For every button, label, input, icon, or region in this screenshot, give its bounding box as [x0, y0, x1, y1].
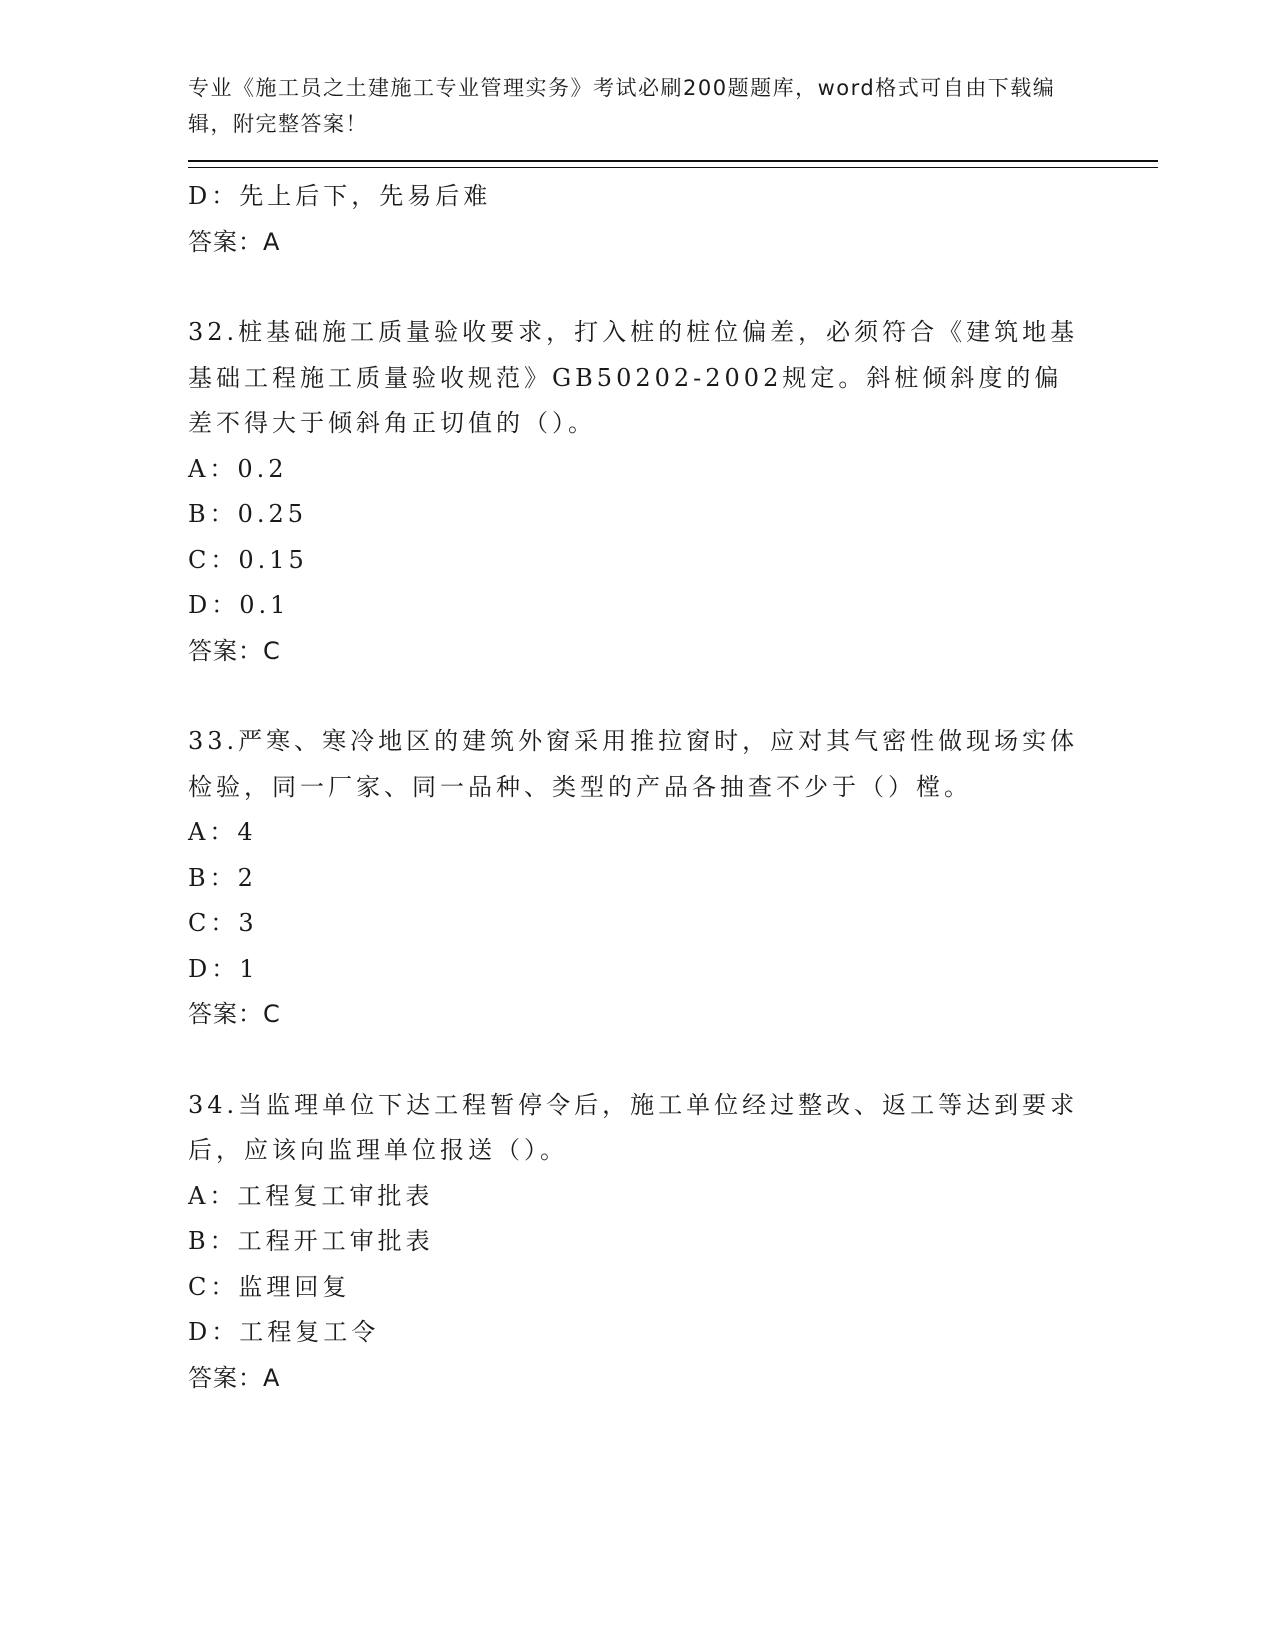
- question-stem: 32.桩基础施工质量验收要求，打入桩的桩位偏差，必须符合《建筑地基基础工程施工质量验收规范》GB50202-2002规定。斜桩倾斜度的偏差不得大于倾斜角正切值的（）。: [188, 318, 1079, 437]
- question-stem: 33.严寒、寒冷地区的建筑外窗采用推拉窗时，应对其气密性做现场实体检验，同一厂家、同一品种、类型的产品各抽查不少于（）樘。: [188, 727, 1079, 801]
- option-c: C：3: [188, 909, 258, 937]
- option-b: B：工程开工审批表: [188, 1227, 434, 1255]
- option-b: B：2: [188, 863, 257, 892]
- option-a: A：工程复工审批表: [188, 1181, 434, 1210]
- spacer: [188, 1038, 1158, 1083]
- header-divider: [188, 160, 1158, 168]
- option-c: C：0.15: [188, 545, 308, 574]
- document-page: [188, 70, 1158, 1401]
- option-b: B：0.25: [188, 500, 308, 528]
- option-d: D：0.1: [188, 591, 290, 619]
- question-stem: 34.当监理单位下达工程暂停令后，施工单位经过整改、返工等达到要求后，应该向监理单位报送（）。: [188, 1090, 1079, 1164]
- document-header: 专业《施工员之土建施工专业管理实务》考试必刷200题题库，word格式可自由下载编辑，附完整答案！: [188, 76, 1056, 136]
- option-d: D：工程复工令: [188, 1318, 380, 1346]
- answer-line: 答案：C: [188, 636, 281, 665]
- spacer: [188, 265, 1158, 310]
- answer-line: 答案：A: [188, 1363, 281, 1392]
- question-34: [188, 1083, 1158, 1402]
- option-a: A：0.2: [188, 454, 288, 483]
- question-33: [188, 719, 1158, 1038]
- spacer: [188, 674, 1158, 719]
- option-c: C：监理回复: [188, 1272, 351, 1301]
- option-a: A：4: [188, 818, 257, 846]
- answer-line: 答案：C: [188, 1000, 281, 1028]
- question-content: [188, 174, 1158, 1401]
- question-32: [188, 310, 1158, 674]
- prev-option-d: D：先上后下，先易后难: [188, 182, 492, 210]
- option-d: D：1: [188, 954, 259, 983]
- prev-answer: 答案：A: [188, 227, 281, 256]
